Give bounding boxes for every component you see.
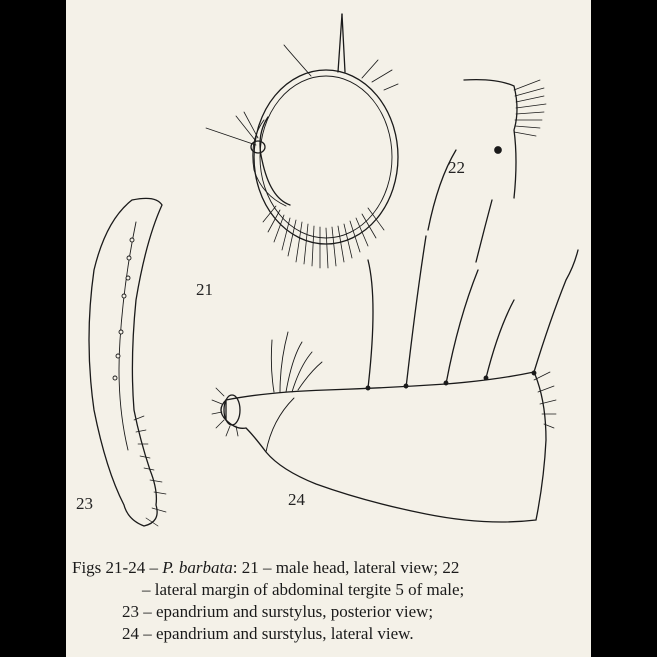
caption-line-3: 23 – epandrium and surstylus, posterior view; <box>122 602 434 621</box>
caption-species: P. barbata <box>162 558 233 577</box>
fig24-label: 24 <box>288 490 305 509</box>
fig23-label: 23 <box>76 494 93 513</box>
figure-caption <box>72 557 587 645</box>
caption-line1-rest: : 21 – male head, lateral view; 22 <box>232 558 460 577</box>
caption-line-1 <box>72 557 587 579</box>
fig22-tergite-drawing <box>464 80 546 198</box>
fig23-epandrium-posterior-drawing <box>89 198 166 526</box>
caption-line-4: 24 – epandrium and surstylus, lateral view. <box>122 624 414 643</box>
caption-line-2: – lateral margin of abdominal tergite 5 of male; <box>142 580 465 599</box>
fig22-label: 22 <box>448 158 465 177</box>
caption-prefix: Figs 21-24 – <box>72 558 163 577</box>
fig21-label: 21 <box>196 280 213 299</box>
fig21-head-drawing <box>206 14 398 268</box>
figure-drawings <box>66 0 591 560</box>
document-page <box>66 0 591 657</box>
